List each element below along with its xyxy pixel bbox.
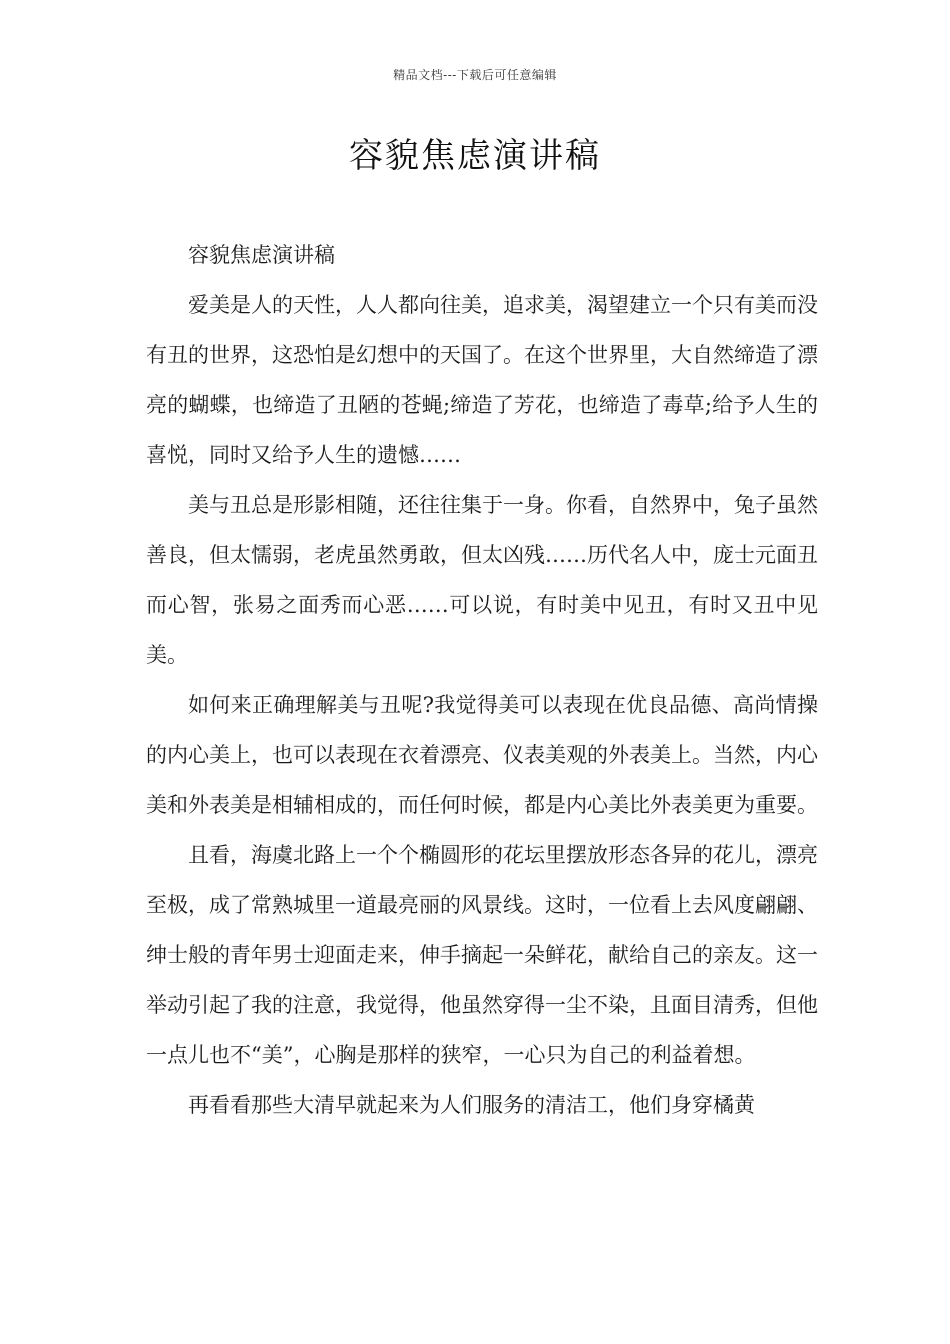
page-header-note: 精品文档---下载后可任意编辑 bbox=[393, 68, 557, 82]
paragraph: 如何来正确理解美与丑呢?我觉得美可以表现在优良品德、高尚情操的内心美上，也可以表现在衣着漂亮、仪表美观的外表美上。当然，内心美和外表美是相辅相成的，而任何时候，都是内心美比外表美更为重要。 bbox=[146, 693, 818, 817]
document-title: 容貌焦虑演讲稿 bbox=[349, 136, 601, 176]
document-body bbox=[146, 230, 818, 1130]
paragraph: 爱美是人的天性，人人都向往美，追求美，渴望建立一个只有美而没有丑的世界，这恐怕是幻想中的天国了。在这个世界里，大自然缔造了漂亮的蝴蝶，也缔造了丑陋的苍蝇;缔造了芳花，也缔造了毒草;给予人生的喜悦，同时又给予人生的遗憾…… bbox=[146, 293, 818, 467]
paragraph-subtitle: 容貌焦虑演讲稿 bbox=[188, 243, 335, 267]
paragraph: 再看看那些大清早就起来为人们服务的清洁工，他们身穿橘黄 bbox=[188, 1093, 755, 1117]
paragraph: 美与丑总是形影相随，还往往集于一身。你看，自然界中，兔子虽然善良，但太懦弱，老虎虽然勇敢，但太凶残……历代名人中，庞士元面丑而心智，张易之面秀而心恶……可以说，有时美中见丑，有时又丑中见美。 bbox=[146, 493, 818, 667]
paragraph: 且看，海虞北路上一个个椭圆形的花坛里摆放形态各异的花儿，漂亮至极，成了常熟城里一道最亮丽的风景线。这时，一位看上去风度翩翩、绅士般的青年男士迎面走来，伸手摘起一朵鲜花，献给自己的亲友。这一举动引起了我的注意，我觉得，他虽然穿得一尘不染，且面目清秀，但他一点儿也不“美”，心胸是那样的狭窄，一心只为自己的利益着想。 bbox=[146, 843, 818, 1067]
